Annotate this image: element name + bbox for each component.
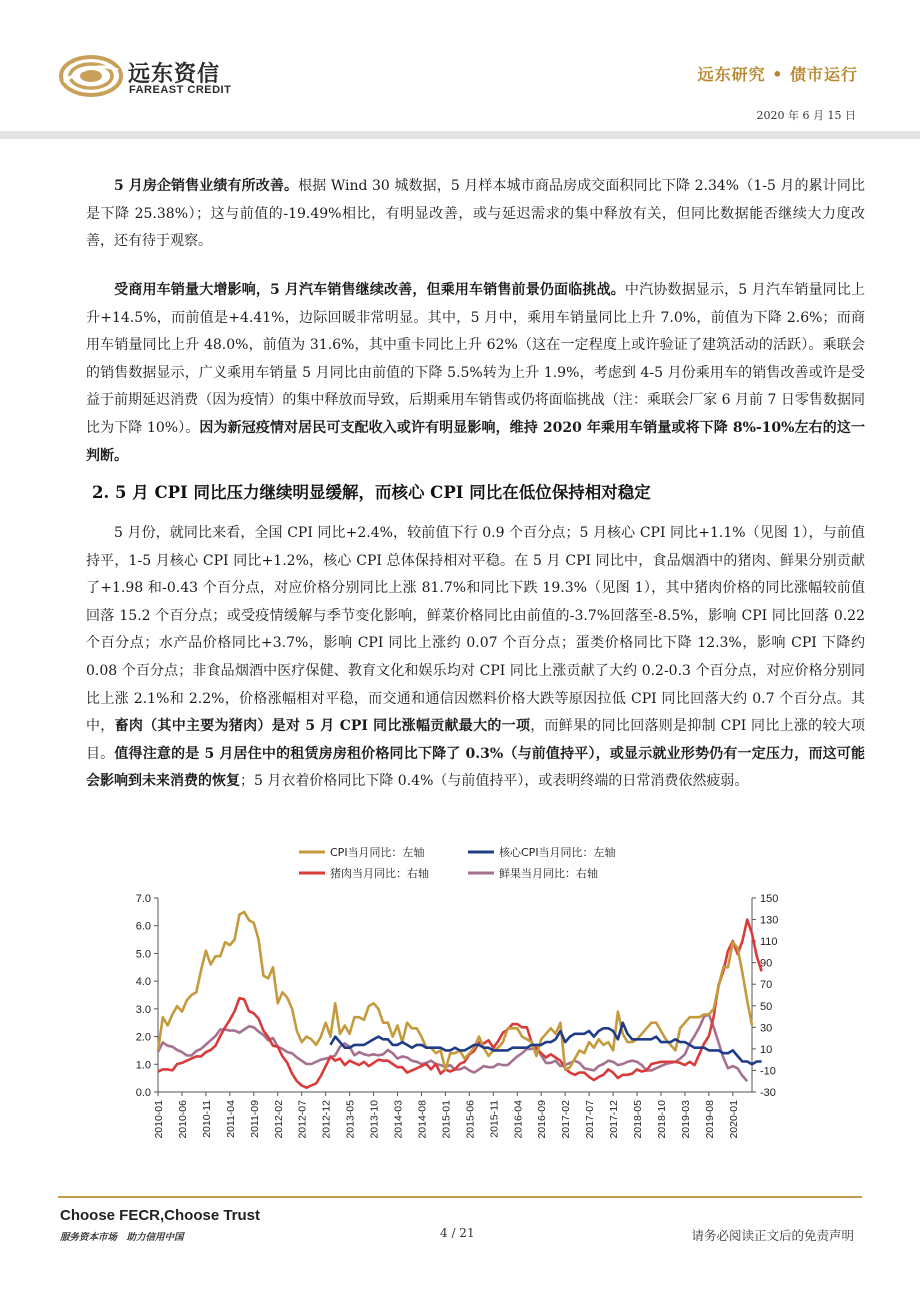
x-axis-tick-label: 2016-09 bbox=[536, 1100, 549, 1139]
x-axis-tick-label: 2015-01 bbox=[440, 1100, 453, 1139]
x-axis-tick-label: 2011-09 bbox=[248, 1100, 261, 1138]
left-axis-tick-label: 0.0 bbox=[135, 1087, 151, 1099]
x-axis-tick-label: 2012-02 bbox=[272, 1100, 285, 1139]
para2-conclusion: 因为新冠疫情对居民可支配收入或许有明显影响，维持 2020 年乘用车销量或将下降 8%-10%左右的这一判断。 bbox=[86, 419, 865, 464]
x-axis-tick-label: 2011-04 bbox=[224, 1100, 237, 1138]
legend-label: CPI当月同比：左轴 bbox=[330, 846, 425, 859]
x-axis-tick-label: 2010-06 bbox=[176, 1100, 189, 1139]
footer-slogan: Choose FECR,Choose Trust bbox=[60, 1207, 261, 1224]
para3-body-1: 5 月份，就同比来看，全国 CPI 同比+2.4%，较前值下行 0.9 个百分点；5 月核心 CPI 同比+1.1%（见图 1），与前值持平，1-5 月核心 CPI 同比+1.2%，核心 CPI 总体保持相对平稳。在 5 月 CPI 同比中，食品烟酒中的猪肉、鲜果分别贡献了+1.98 和-0.43 个百分点，对应价格分别同比上涨 81.7%和同比下跌 19.3%（见图 1），其中猪肉价格的同比涨幅较前值回落 15.2 个百分点；或受疫情缓解与季节变化影响，鲜菜价格同比由前值的-3.7%回落至-8.5%，影响 CPI 同比回落 0.22 个百分点；水产品价格同比+3.7%，影响 CPI 同比上涨约 0.07 个百分点；蛋类价格同比下降 12.3%，影响 CPI 下降约 0.08 个百分点；非食品烟酒中医疗保健、教育文化和娱乐均对 CPI 同比上涨贡献了大约 0.2-0.3 个百分点，对应价格分别同比上涨 2.1%和 2.2%，价格涨幅相对平稳，而交通和通信因燃料价格大跌等原因拉低 CPI 同比回落大约 0.7 个百分点。其中， bbox=[86, 525, 865, 735]
legend-label: 核心CPI当月同比：左轴 bbox=[499, 846, 616, 859]
x-axis-tick-label: 2013-10 bbox=[368, 1100, 381, 1139]
x-axis-tick-label: 2018-10 bbox=[655, 1100, 668, 1139]
para2-lead: 受商用车销量大增影响，5 月汽车销售继续改善，但乘用车销售前景仍面临挑战。 bbox=[114, 282, 625, 298]
right-axis-tick-label: 130 bbox=[760, 914, 779, 927]
right-axis-tick-label: -10 bbox=[760, 1065, 776, 1078]
right-axis-tick-label: -30 bbox=[760, 1087, 776, 1099]
section-title-cpi: 2. 5 月 CPI 同比压力继续明显缓解，而核心 CPI 同比在低位保持相对稳定 bbox=[92, 483, 651, 502]
report-series-title: 远东研究 • 债市运行 bbox=[697, 65, 858, 84]
para3-highlight-2: 值得注意的是 5 月居住中的租赁房房租价格同比下降了 0.3%（与前值持平），或显示就业形势仍有一定压力，而这可能会影响到未来消费的恢复 bbox=[86, 745, 865, 790]
right-axis-tick-label: 70 bbox=[760, 979, 773, 992]
paragraph-cpi bbox=[86, 520, 865, 796]
footer-divider bbox=[58, 1196, 862, 1198]
x-axis-tick-label: 2017-12 bbox=[608, 1100, 621, 1139]
paragraph-real-estate bbox=[86, 173, 865, 256]
x-axis-tick-label: 2017-02 bbox=[560, 1100, 573, 1139]
left-axis-tick-label: 5.0 bbox=[135, 948, 151, 961]
footer-subslogan: 服务资本市场 助力信用中国 bbox=[60, 1232, 184, 1243]
x-axis-tick-label: 2012-12 bbox=[320, 1100, 333, 1139]
header-divider bbox=[0, 131, 920, 139]
right-axis-tick-label: 10 bbox=[760, 1043, 773, 1056]
logo-chinese-name: 远东资信 bbox=[128, 62, 221, 87]
x-axis-tick-label: 2019-08 bbox=[703, 1100, 716, 1139]
report-date: 2020 年 6 月 15 日 bbox=[756, 109, 856, 122]
para1-body: 根据 Wind 30 城数据，5 月样本城市商品房成交面积同比下降 2.34%（1-5 月的累计同比是下降 25.38%）；这与前值的-19.49%相比，有明显改善，或与延迟需求的集中释放有关，但同比数据能否继续大力度改善，还有待于观察。 bbox=[86, 178, 865, 250]
legend-label: 鲜果当月同比：右轴 bbox=[499, 867, 598, 880]
left-axis-tick-label: 6.0 bbox=[135, 920, 151, 933]
left-axis-tick-label: 2.0 bbox=[135, 1031, 151, 1044]
x-axis-tick-label: 2013-05 bbox=[344, 1100, 357, 1139]
series-line-0 bbox=[158, 912, 752, 1070]
x-axis-tick-label: 2015-06 bbox=[464, 1100, 477, 1139]
para3-body-3: ；5 月衣着价格同比下降 0.4%（与前值持平），或表明终端的日常消费依然疲弱。 bbox=[240, 773, 749, 790]
left-axis-tick-label: 1.0 bbox=[135, 1059, 151, 1072]
paragraph-auto-sales bbox=[86, 277, 865, 470]
x-axis-tick-label: 2010-11 bbox=[200, 1100, 213, 1138]
x-axis-tick-label: 2014-08 bbox=[416, 1100, 429, 1139]
right-axis-tick-label: 150 bbox=[760, 893, 779, 905]
x-axis-tick-label: 2014-03 bbox=[392, 1100, 405, 1139]
x-axis-tick-label: 2020-01 bbox=[727, 1100, 740, 1139]
right-axis-tick-label: 30 bbox=[760, 1022, 773, 1035]
right-axis-tick-label: 90 bbox=[760, 957, 773, 970]
x-axis-tick-label: 2016-04 bbox=[512, 1100, 525, 1139]
para3-highlight-1: 畜肉（其中主要为猪肉）是对 5 月 CPI 同比涨幅贡献最大的一项 bbox=[114, 718, 531, 735]
series-line-2 bbox=[158, 920, 762, 1088]
legend-label: 猪肉当月同比：右轴 bbox=[330, 867, 429, 880]
left-axis-tick-label: 4.0 bbox=[135, 976, 151, 989]
para1-lead: 5 月房企销售业绩有所改善。 bbox=[114, 178, 299, 194]
cpi-chart bbox=[0, 830, 920, 1200]
para2-body: 中汽协数据显示，5 月汽车销量同比上升+14.5%，而前值是+4.41%，边际回暖非常明显。其中，5 月中，乘用车销量同比上升 7.0%，前值为下降 2.6%；而商用车销量同比上升 48.0%，前值为 31.6%，其中重卡同比上升 62%（这在一定程度上或许验证了建筑活动的活跃）。乘联会的销售数据显示，广义乘用车销量 5 月同比由前值的下降 5.5%转为上升 1.9%，考虑到 4-5 月份乘用车的销售改善或许是受益于前期延迟消费（因为疫情）的集中释放而导致，后期乘用车销售或仍将面临挑战（注：乘联会厂家 6 月前 7 日零售数据同比为下降 10%）。 bbox=[86, 282, 866, 436]
fareast-logo-icon bbox=[58, 54, 124, 98]
x-axis-tick-label: 2012-07 bbox=[296, 1100, 309, 1139]
disclaimer-note: 请务必阅读正文后的免责声明 bbox=[691, 1228, 854, 1243]
left-axis-tick-label: 7.0 bbox=[135, 893, 151, 905]
para3-body-2: ，而鲜果的同比回落则是抑制 CPI 同比上涨的较大项目。 bbox=[86, 718, 866, 762]
x-axis-tick-label: 2010-01 bbox=[153, 1100, 165, 1139]
x-axis-tick-label: 2018-05 bbox=[632, 1100, 645, 1139]
x-axis-tick-label: 2015-11 bbox=[488, 1100, 501, 1138]
right-axis-tick-label: 50 bbox=[760, 1000, 773, 1013]
right-axis-tick-label: 110 bbox=[760, 936, 778, 949]
left-axis-tick-label: 3.0 bbox=[135, 1003, 151, 1016]
x-axis-tick-label: 2019-03 bbox=[679, 1100, 692, 1139]
x-axis-tick-label: 2017-07 bbox=[584, 1100, 597, 1139]
page-number: 4 / 21 bbox=[440, 1226, 475, 1240]
logo-english-name: FAREAST CREDIT bbox=[129, 84, 232, 96]
